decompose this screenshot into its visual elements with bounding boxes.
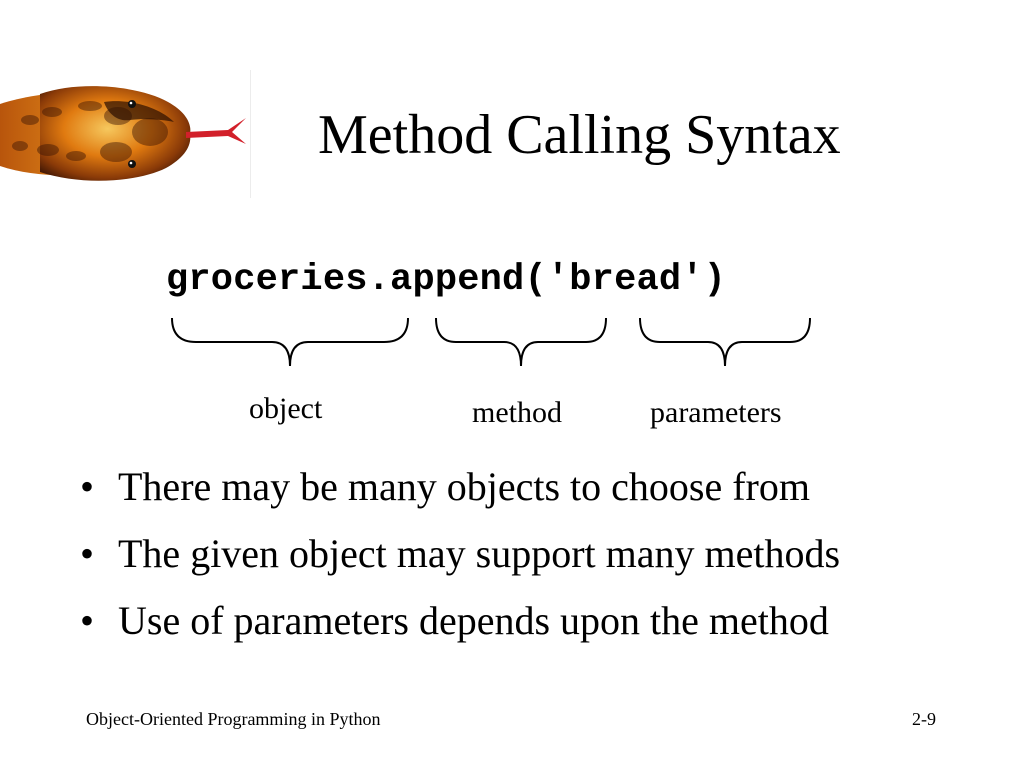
slide-title: Method Calling Syntax [318,104,841,166]
bullet-marker: • [80,598,95,643]
bullet-text: The given object may support many methods [118,531,841,576]
brace-parameters [640,318,810,366]
brace-object [172,318,408,366]
bullet-item [80,598,840,665]
bullet-item [80,531,840,598]
logo-divider [250,70,251,198]
bullet-text: Use of parameters depends upon the method [118,598,829,643]
bullet-marker: • [80,531,95,576]
bullet-item [80,464,840,531]
label-object: object [249,392,323,425]
bullet-list [80,464,840,665]
footer-slide-number: 2-9 [912,709,936,729]
label-parameters: parameters [650,396,782,429]
label-method: method [472,396,562,429]
code-example: groceries.append('bread') [166,259,727,301]
footer-course-title: Object-Oriented Programming in Python [86,709,381,729]
bullet-marker: • [80,464,95,509]
bullet-text: There may be many objects to choose from [118,464,810,509]
snake-head-icon [0,72,252,197]
brace-method [436,318,606,366]
